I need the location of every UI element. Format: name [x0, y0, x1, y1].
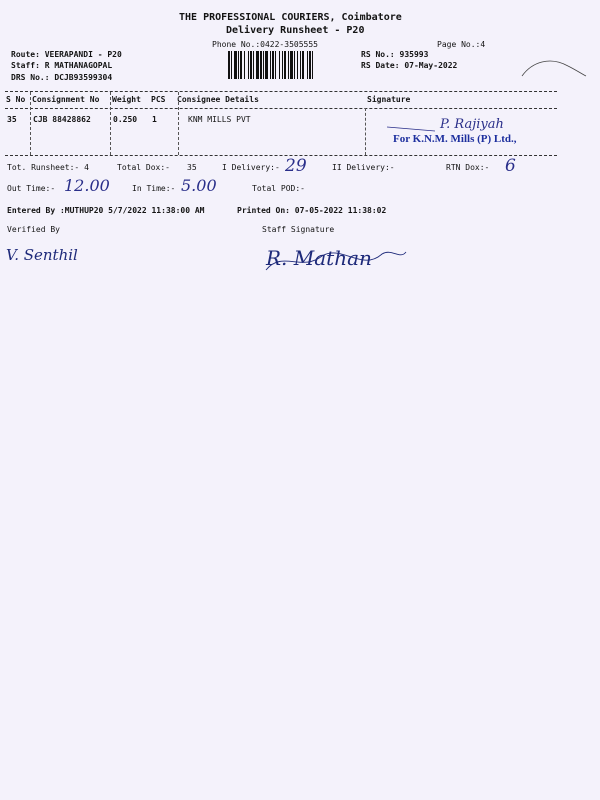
rs-number: RS No.: 935993: [361, 50, 429, 59]
col-weight: Weight: [112, 95, 141, 104]
page-number: Page No.:4: [437, 40, 486, 49]
company-name: THE PROFESSIONAL COURIERS, Coimbatore: [179, 12, 402, 23]
signature-flourish: [262, 242, 412, 276]
document-title: Delivery Runsheet - P20: [226, 25, 365, 36]
phone-number: Phone No.:0422-3505555: [212, 40, 318, 49]
total-dox-label: Total Dox:-: [117, 163, 170, 172]
out-time-label: Out Time:-: [7, 184, 56, 193]
i-delivery-label: I Delivery:-: [222, 163, 280, 172]
consignee-signature: P. Rajiyah: [440, 117, 504, 132]
staff-signature-label: Staff Signature: [262, 225, 335, 234]
total-runsheet: Tot. Runsheet:- 4: [7, 163, 89, 172]
verified-by-label: Verified By: [7, 225, 60, 234]
row-pcs: 1: [152, 115, 157, 124]
printed-on: Printed On: 07-05-2022 11:38:02: [237, 206, 387, 215]
row-consignee: KNM MILLS PVT: [188, 115, 251, 124]
total-dox-value: 35: [187, 163, 197, 172]
company-stamp: For K.N.M. Mills (P) Ltd.,: [393, 133, 517, 145]
col-pcs: PCS: [151, 95, 166, 104]
stamp-arrow: [385, 125, 445, 137]
rtn-dox-value: 6: [505, 156, 516, 176]
col-consignee: Consignee Details: [177, 95, 259, 104]
ii-delivery-label: II Delivery:-: [332, 163, 395, 172]
in-time-label: In Time:-: [132, 184, 176, 193]
rs-date: RS Date: 07-May-2022: [361, 61, 458, 70]
staff-handwritten-signature: R. Mathan: [266, 246, 372, 270]
row-sno: 35: [7, 115, 17, 124]
out-time-value: 12.00: [64, 176, 110, 195]
col-consignment: Consignment No: [32, 95, 100, 104]
row-consignment: CJB 88428862: [33, 115, 91, 124]
row-weight: 0.250: [113, 115, 138, 124]
verified-signature: V. Senthil: [6, 246, 78, 264]
corner-scribble: [520, 58, 590, 88]
staff-name: Staff: R MATHANAGOPAL: [11, 61, 113, 70]
drs-number: DRS No.: DCJB93599304: [11, 73, 113, 82]
barcode: [228, 51, 351, 79]
in-time-value: 5.00: [181, 176, 217, 195]
entered-by: Entered By :MUTHUP20 5/7/2022 11:38:00 AM: [7, 206, 205, 215]
i-delivery-value: 29: [285, 156, 307, 176]
col-sno: S No: [6, 95, 26, 104]
total-pod-label: Total POD:-: [252, 184, 305, 193]
col-signature: Signature: [367, 95, 411, 104]
rtn-dox-label: RTN Dox:-: [446, 163, 490, 172]
route: Route: VEERAPANDI - P20: [11, 50, 122, 59]
